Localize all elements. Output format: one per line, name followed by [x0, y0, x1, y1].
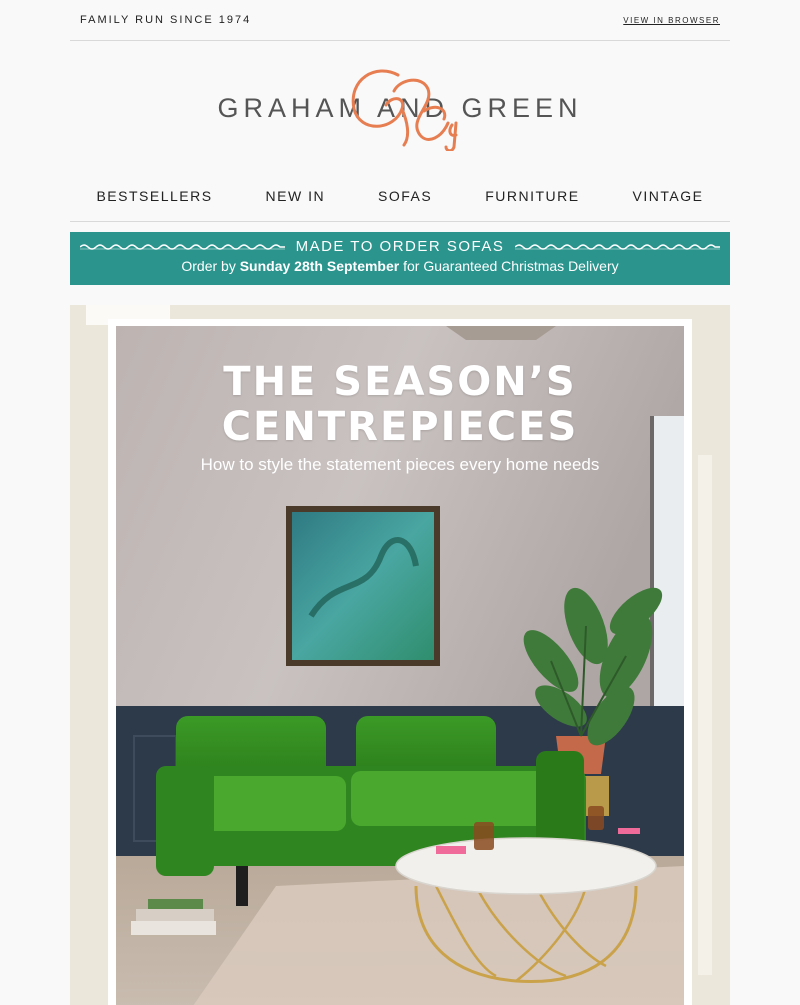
- banner-deadline: Sunday 28th September: [239, 258, 400, 274]
- hero-subtitle: How to style the statement pieces every home needs: [200, 455, 600, 474]
- hero-photo[interactable]: [116, 326, 684, 1005]
- nav-item-new-in[interactable]: NEW IN: [265, 188, 326, 204]
- paper-texture: [698, 455, 712, 975]
- nav-item-furniture[interactable]: FURNITURE: [485, 188, 580, 204]
- email-container: [70, 0, 730, 1005]
- nav-item-sofas[interactable]: SOFAS: [378, 188, 433, 204]
- squiggle-decoration-icon: [80, 242, 285, 252]
- banner-subtitle-post: for Guaranteed Christmas Delivery: [399, 258, 619, 274]
- hero-frame: [108, 319, 692, 1005]
- sofa-promo-banner[interactable]: [70, 232, 730, 285]
- banner-subtitle: [70, 255, 730, 274]
- top-bar: [70, 0, 730, 41]
- view-in-browser-link[interactable]: VIEW IN BROWSER: [623, 15, 720, 25]
- hero-section[interactable]: [70, 305, 730, 1005]
- main-nav: [70, 171, 730, 222]
- logo[interactable]: [70, 41, 730, 171]
- monogram-logo-icon: [336, 61, 466, 151]
- hero-title-line-1: THE SEASON’S: [223, 359, 577, 405]
- logo-wordmark: GRAHAM AND GREEN: [217, 93, 583, 123]
- squiggle-decoration-icon: [515, 242, 720, 252]
- tagline: FAMILY RUN SINCE 1974: [80, 14, 252, 26]
- banner-subtitle-pre: Order by: [181, 258, 240, 274]
- nav-item-bestsellers[interactable]: BESTSELLERS: [96, 188, 213, 204]
- hero-title-line-2: CENTREPIECES: [221, 404, 579, 450]
- banner-title: MADE TO ORDER SOFAS: [295, 238, 505, 255]
- hero-title: [116, 360, 684, 450]
- nav-item-vintage[interactable]: VINTAGE: [632, 188, 704, 204]
